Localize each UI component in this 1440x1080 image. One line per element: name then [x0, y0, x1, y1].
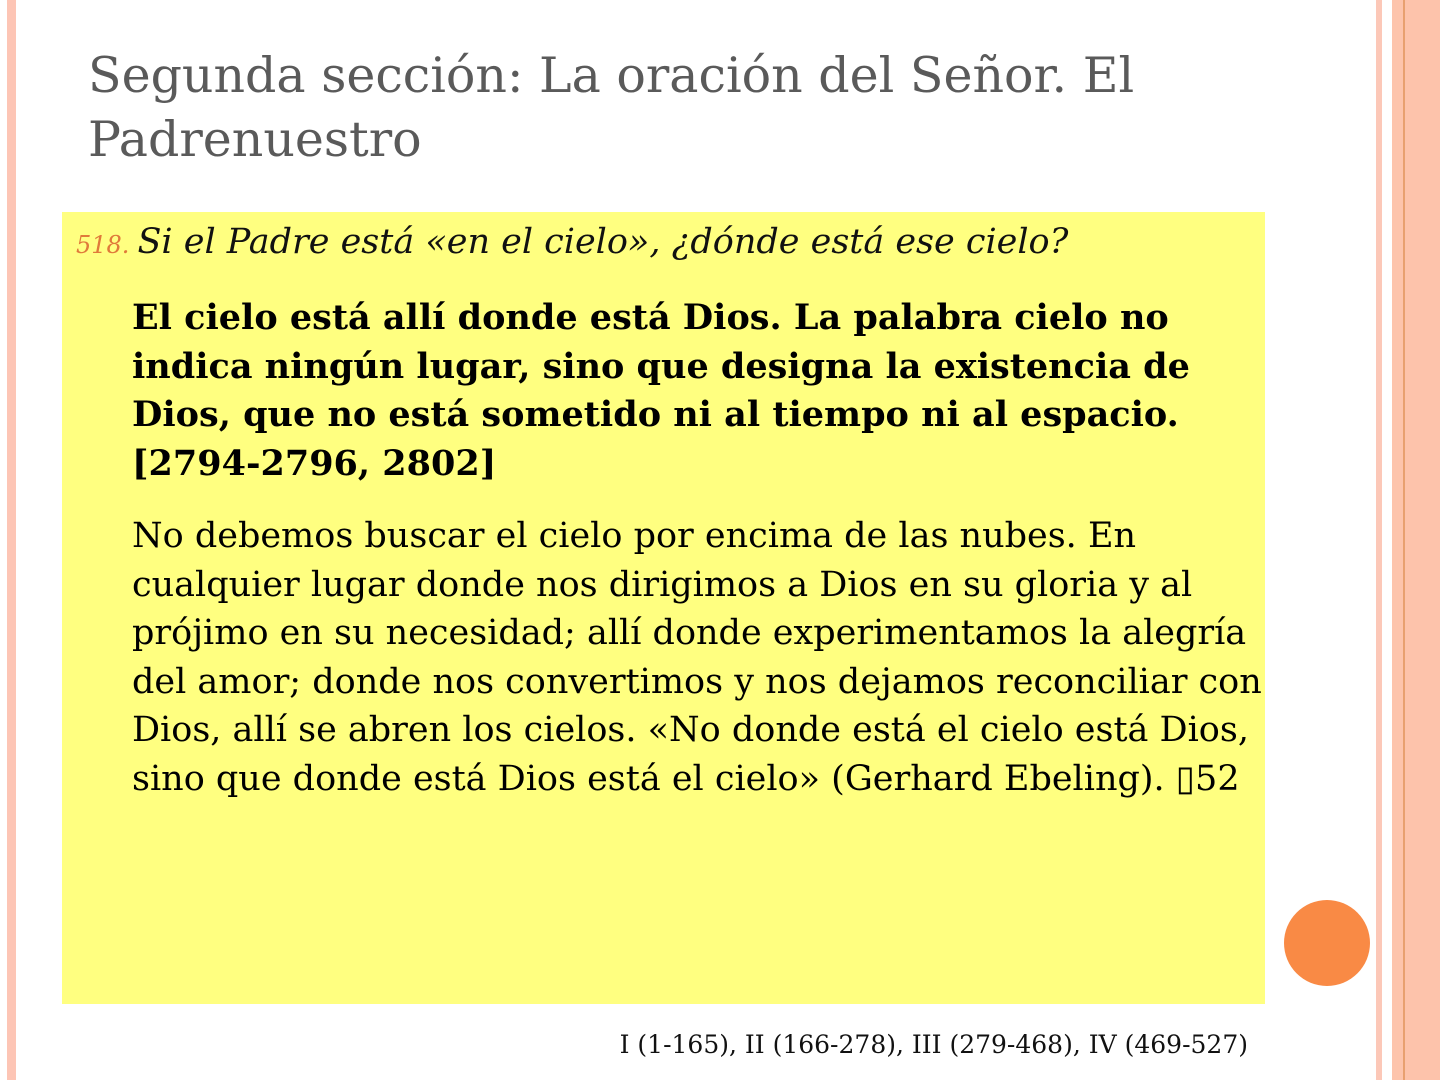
right-border-stripe: [1392, 0, 1403, 1080]
question-number: 518.: [76, 231, 130, 259]
explanation-text: No debemos buscar el cielo por encima de las nubes. En cualquier lugar donde nos dirigimos a Dios en su gloria y al prójimo en su necesidad; allí donde experimentamos la alegría del amor; donde nos convertimos y nos dejamos reconciliar con Dios, allí se abren los cielos. «No donde está el cielo está Dios, sino que donde está Dios está el cielo» (Gerhard Ebeling). ▯52: [132, 516, 1262, 799]
question-text: Si el Padre está «en el cielo», ¿dónde está ese cielo?: [137, 222, 1069, 262]
footer-text: I (1-165), II (166-278), III (279-468), IV (469-527): [619, 1030, 1248, 1059]
decorative-circle: [1284, 900, 1370, 986]
right-border-band: [1405, 0, 1440, 1080]
question: [76, 222, 1068, 262]
slide-title: Segunda sección: La oración del Señor. El Padrenuestro: [88, 47, 1135, 168]
left-border-stripe: [7, 0, 16, 1080]
answer-text: El cielo está allí donde está Dios. La palabra cielo no indica ningún lugar, sino que designa la existencia de Dios, que no está sometido ni al tiempo ni al espacio. [2794-2796, 2802]: [132, 297, 1190, 484]
content-box: [62, 212, 1265, 1004]
right-border-stripe: [1376, 0, 1382, 1080]
